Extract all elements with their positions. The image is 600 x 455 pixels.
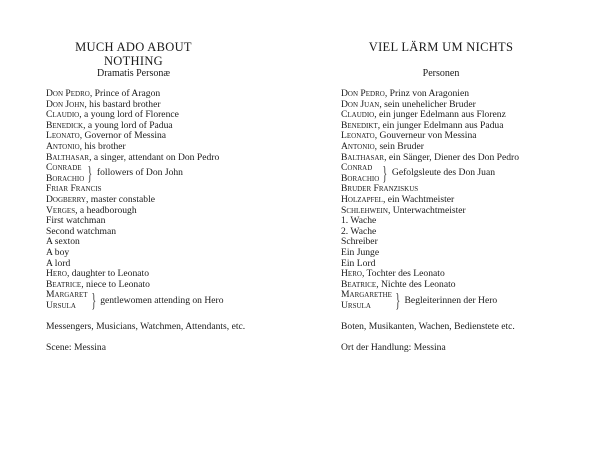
brace-icon: } [90,289,96,312]
brace-icon: } [395,289,401,312]
cast-entry: Leonato, Gouverneur von Messina [341,130,477,142]
german-cast-list [341,89,581,354]
cast-entry: Beatrice, Nichte des Leonato [341,278,456,290]
cast-entry: Don Juan, sein unehelicher Bruder [341,98,476,110]
cast-name: Ursula [341,299,371,311]
cast-group-begleiterinnen [341,290,581,311]
cast-entry: Dogberry, master constable [46,193,155,205]
brace-icon: } [382,162,388,185]
cast-entry: Leonato, Governor of Messina [46,130,167,142]
cast-entry: Benedick, a young lord of Padua [46,119,173,131]
cast-entry: Friar Francis [46,183,102,195]
extras-line: Boten, Musikanten, Wachen, Bedienstete etc. [341,321,515,333]
cast-entry: Claudio, a young lord of Florence [46,109,179,121]
group-description: Gefolgsleute des Don Juan [391,167,496,179]
german-title: VIEL LÄRM UM NICHTS [368,40,514,54]
cast-entry: Holzapfel, ein Wachtmeister [341,193,455,205]
cast-entry: Schreiber [341,236,378,248]
cast-entry: Balthasar, a singer, attendant on Don Pedro [46,151,220,163]
cast-entry: First watchman [46,215,106,227]
scene-line: Scene: Messina [46,342,106,354]
cast-entry: Verges, a headborough [46,204,137,216]
cast-name: Conrade [46,162,82,174]
english-subtitle: Dramatis Personæ [96,68,171,79]
cast-entry: A boy [46,246,70,258]
cast-group-gefolgsleute [341,163,581,184]
cast-name: Margaret [46,289,88,301]
cast-entry: Hero, Tochter des Leonato [341,268,445,280]
german-subtitle: Personen [422,68,460,79]
cast-name: Borachio [46,172,85,184]
cast-group-followers [46,163,286,184]
group-description: Begleiterinnen der Hero [404,294,498,306]
group-description: gentlewomen attending on Hero [100,294,224,306]
english-cast-list [46,89,286,354]
cast-entry: Don Pedro, Prinz von Aragonien [341,88,470,99]
scene-line: Ort der Handlung: Messina [341,342,446,354]
cast-entry: Second watchman [46,225,117,237]
cast-entry: Antonio, sein Bruder [341,140,424,152]
cast-name: Conrad [341,162,373,174]
brace-icon: } [87,162,93,185]
cast-entry: A sexton [46,236,80,248]
cast-entry: Ein Junge [341,246,380,258]
extras-line: Messengers, Musicians, Watchmen, Attendants, etc. [46,321,246,333]
german-column [341,40,581,354]
group-description: followers of Don John [96,167,183,179]
cast-name: Borachio [341,172,380,184]
cast-entry: Hero, daughter to Leonato [46,268,149,280]
cast-entry: Schlehwein, Unterwachtmeister [341,204,466,216]
cast-entry: A lord [46,257,71,269]
english-title: MUCH ADO ABOUT NOTHING [75,40,192,68]
cast-entry: Ein Lord [341,257,376,269]
cast-name: Ursula [46,299,76,311]
cast-entry: Beatrice, niece to Leonato [46,278,150,290]
cast-entry: Antonio, his brother [46,140,126,152]
cast-entry: 2. Wache [341,225,377,237]
cast-entry: Benedikt, ein junger Edelmann aus Padua [341,119,504,131]
english-column [46,40,286,354]
cast-entry: Don Pedro, Prince of Aragon [46,88,161,99]
cast-entry: Balthasar, ein Sänger, Diener des Don Pedro [341,151,520,163]
cast-entry: 1. Wache [341,215,377,227]
cast-entry: Bruder Franziskus [341,183,419,195]
cast-entry: Don John, his bastard brother [46,98,161,110]
cast-group-gentlewomen [46,290,286,311]
cast-name: Margarethe [341,289,392,301]
cast-entry: Claudio, ein junger Edelmann aus Florenz [341,109,506,121]
